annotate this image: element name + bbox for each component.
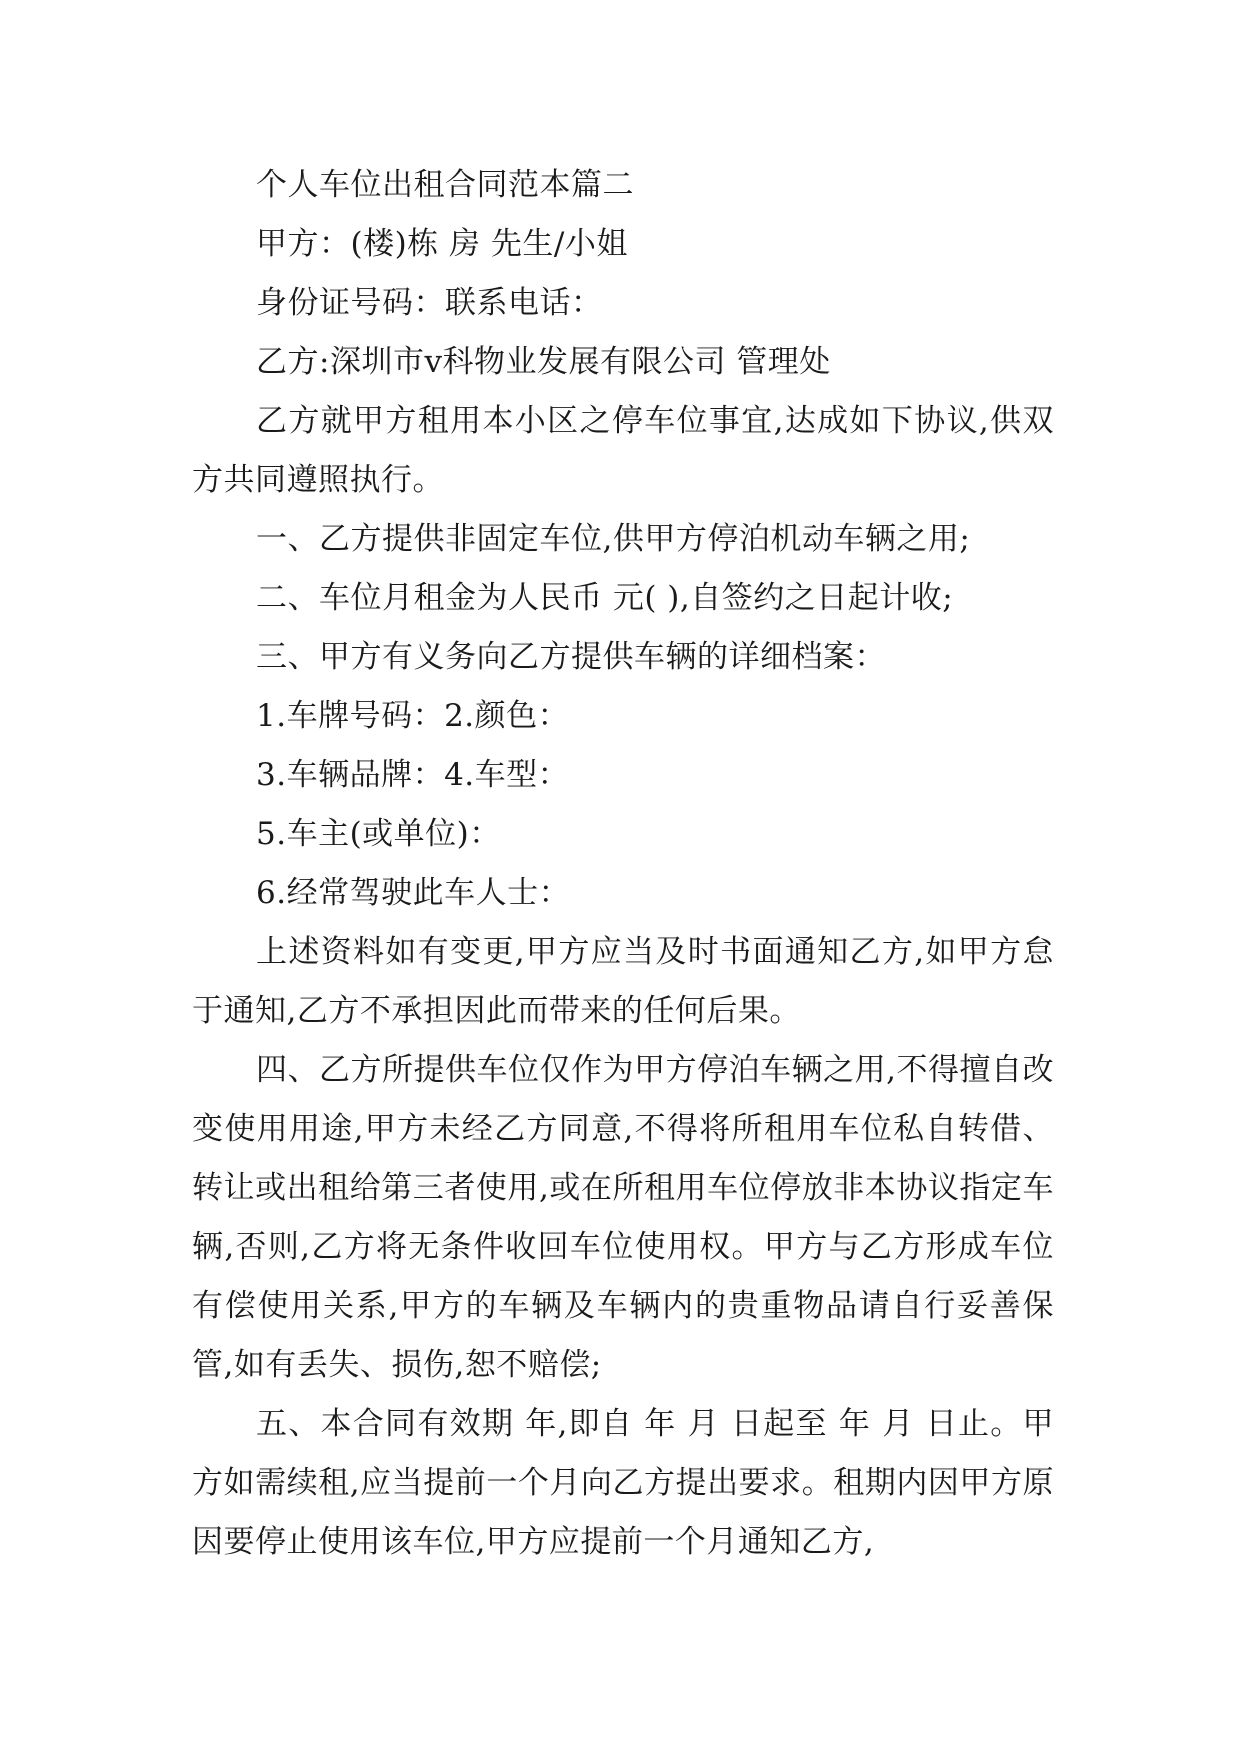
clause-five: 五、本合同有效期 年,即自 年 月 日起至 年 月 日止。甲方如需续租,应当提前一个月向乙方提出要求。租期内因甲方原因要停止使用该车位,甲方应提前一个月通知乙方, — [192, 1406, 1054, 1560]
party-b-line: 乙方:深圳市v科物业发展有限公司 管理处 — [256, 344, 831, 380]
clause-two: 二、车位月租金为人民币 元( ),自签约之日起计收; — [256, 580, 954, 616]
agreement-intro: 乙方就甲方租用本小区之停车位事宜,达成如下协议,供双方共同遵照执行。 — [192, 403, 1054, 498]
contract-body — [192, 156, 1054, 1572]
vehicle-info-2: 3.车辆品牌：4.车型： — [256, 757, 570, 793]
clause-three: 三、甲方有义务向乙方提供车辆的详细档案： — [256, 639, 886, 675]
contract-title: 个人车位出租合同范本篇二 — [256, 167, 634, 203]
party-a-line: 甲方：(楼)栋 房 先生/小姐 — [256, 226, 628, 262]
id-phone-line: 身份证号码：联系电话： — [256, 285, 603, 321]
vehicle-info-3: 5.车主(或单位)： — [256, 816, 501, 852]
info-change-notice: 上述资料如有变更,甲方应当及时书面通知乙方,如甲方怠于通知,乙方不承担因此而带来的任何后果。 — [192, 934, 1054, 1029]
vehicle-info-1: 1.车牌号码：2.颜色： — [256, 698, 570, 734]
clause-one: 一、乙方提供非固定车位,供甲方停泊机动车辆之用; — [256, 521, 971, 557]
clause-four: 四、乙方所提供车位仅作为甲方停泊车辆之用,不得擅自改变使用用途,甲方未经乙方同意,不得将所租用车位私自转借、转让或出租给第三者使用,或在所租用车位停放非本协议指定车辆,否则,乙方将无条件收回车位使用权。甲方与乙方形成车位有偿使用关系,甲方的车辆及车辆内的贵重物品请自行妥善保管,如有丢失、损伤,恕不赔偿; — [192, 1052, 1054, 1383]
vehicle-info-4: 6.经常驾驶此车人士： — [256, 875, 571, 911]
